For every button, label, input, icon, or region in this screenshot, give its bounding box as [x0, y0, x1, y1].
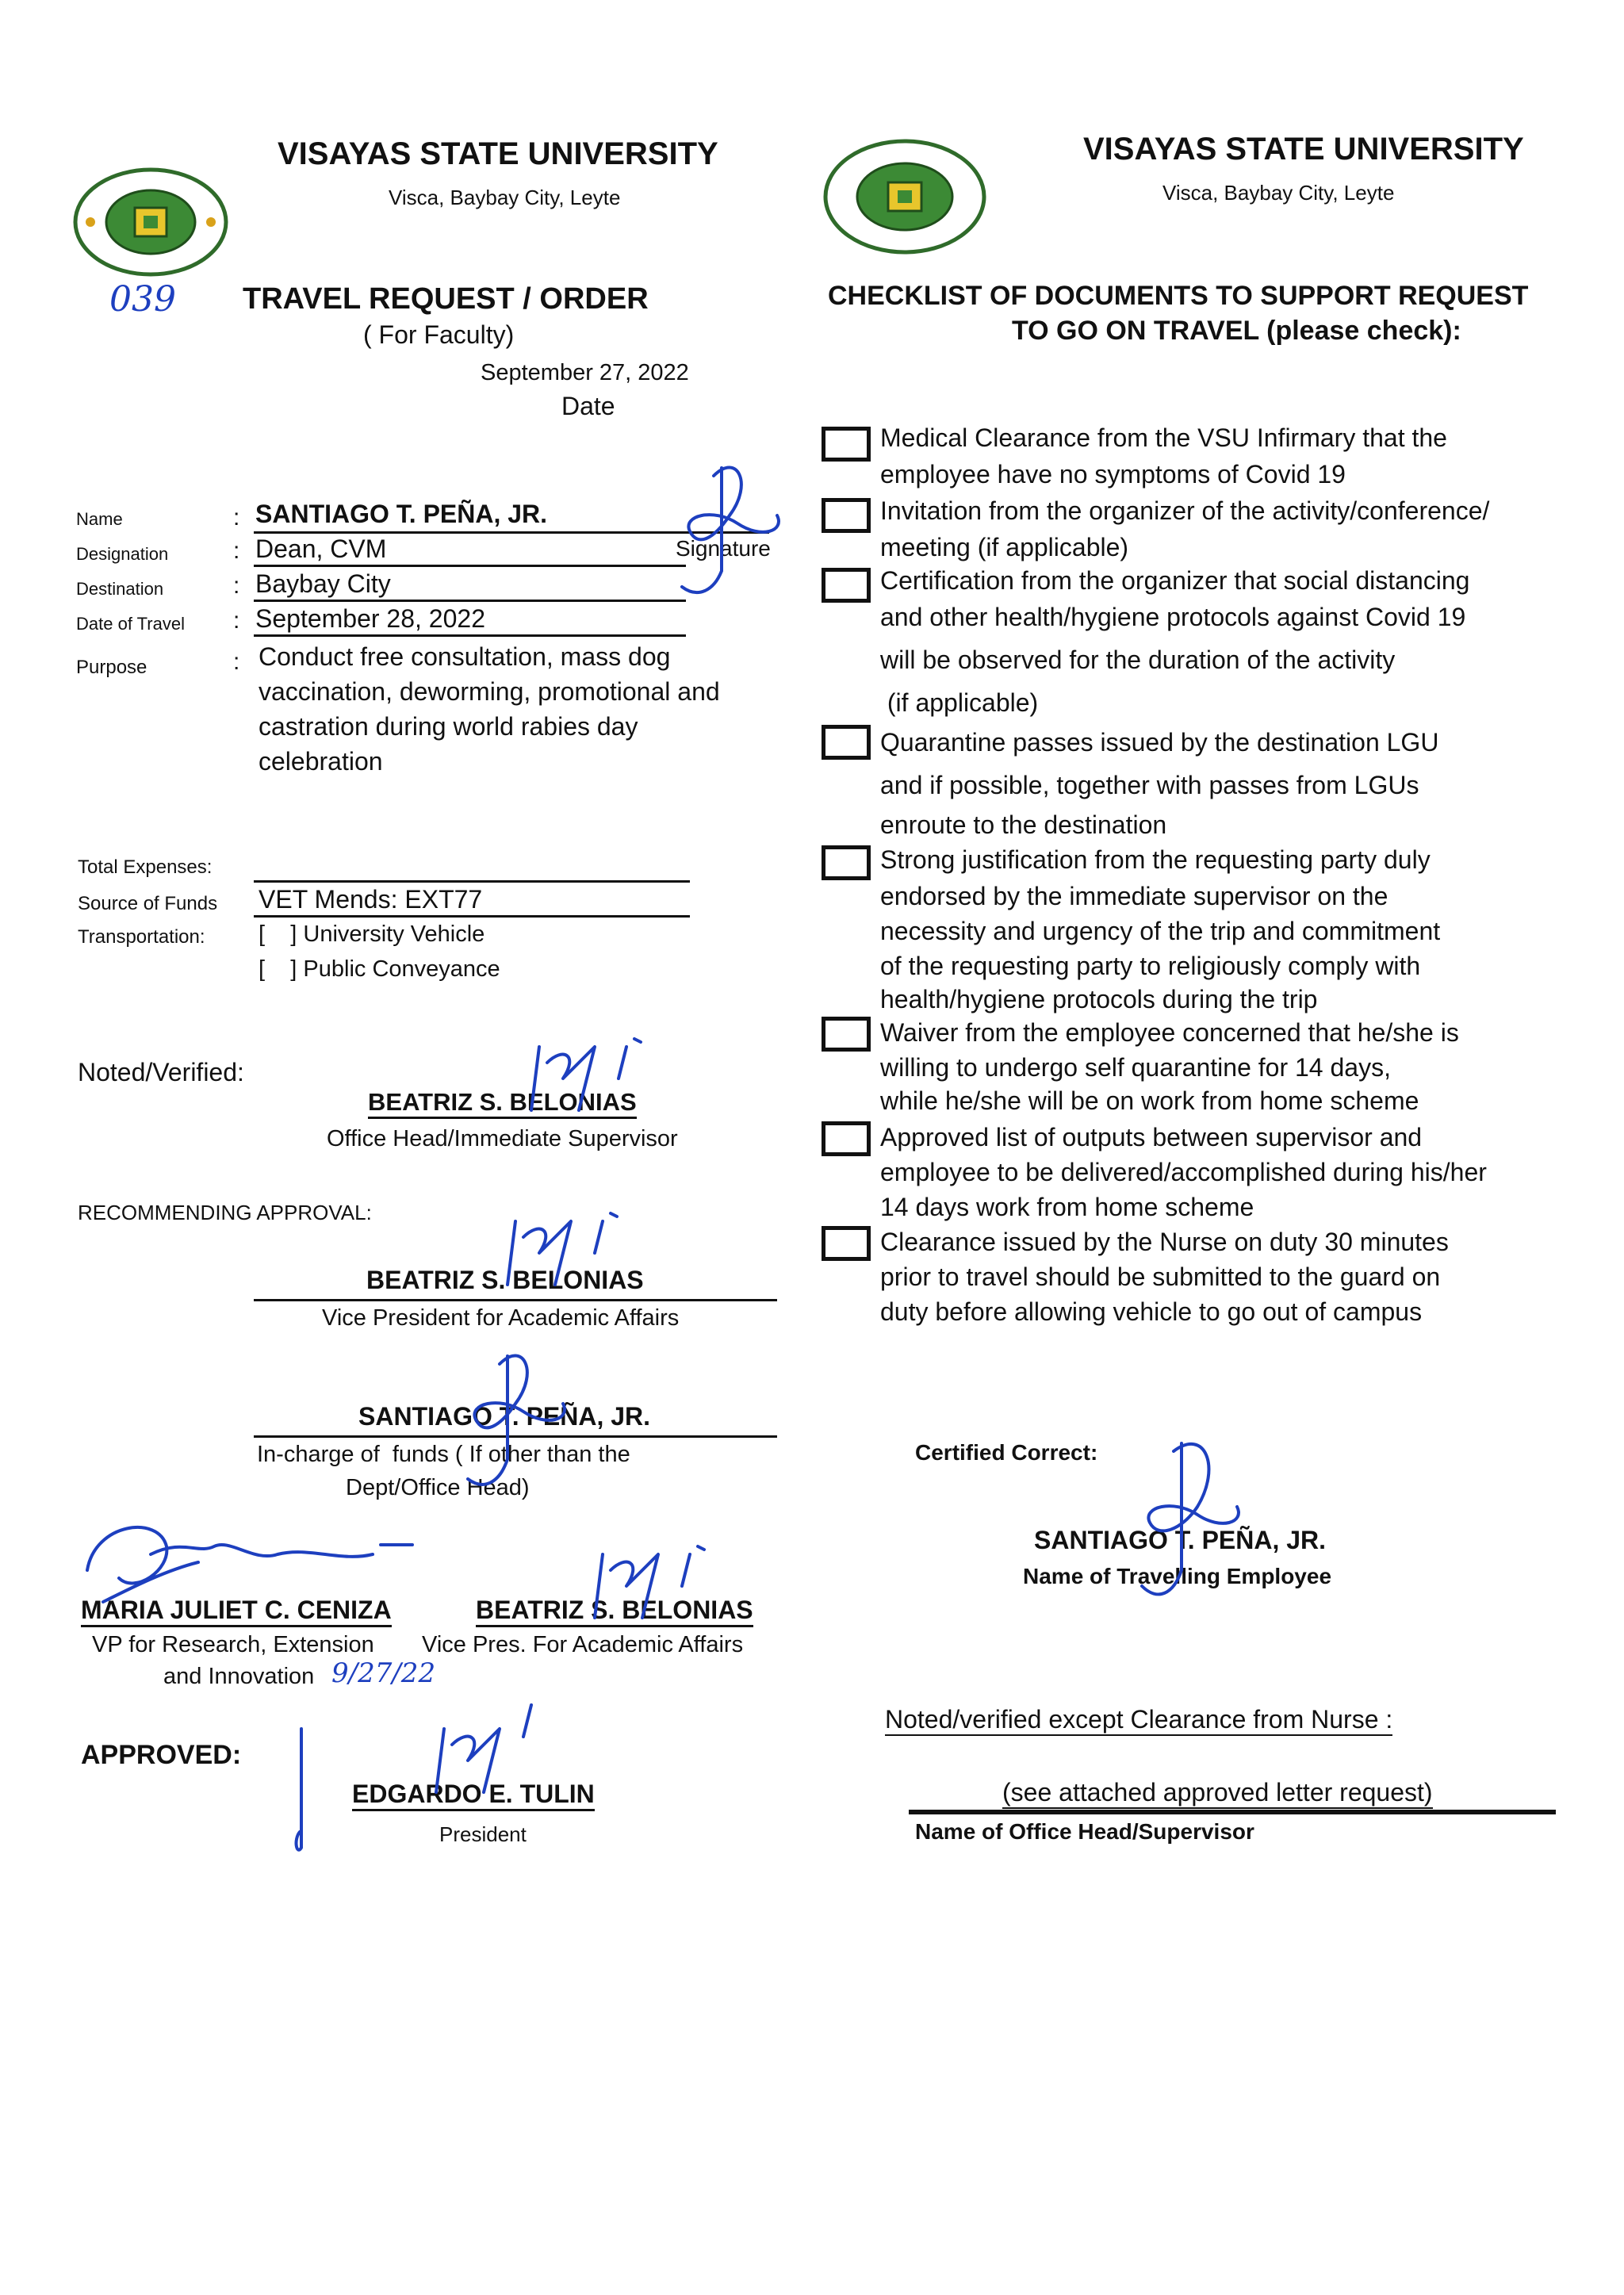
vp-academic-name: BEATRIZ S. BELONIAS [476, 1596, 753, 1627]
checklist-checkbox-nurse-clearance[interactable] [822, 1226, 871, 1261]
checklist-item-nurse-2: prior to travel should be submitted to the guard on [880, 1262, 1441, 1291]
recommending-signatory-name: BEATRIZ S. BELONIAS [366, 1266, 644, 1294]
checklist-item-invitation-1: Invitation from the organizer of the activity/conference/ [880, 496, 1490, 525]
name-value: SANTIAGO T. PEÑA, JR. [255, 500, 548, 528]
checklist-item-invitation-2: meeting (if applicable) [880, 533, 1129, 561]
see-attached-letter: (see attached approved letter request) [1002, 1778, 1433, 1809]
name-label: Name [76, 509, 123, 529]
checklist-item-outputs-2: employee to be delivered/accomplished during his/her [880, 1158, 1487, 1186]
vp-research-title-2: and Innovation [163, 1664, 315, 1689]
university-address-right: Visca, Baybay City, Leyte [1162, 181, 1395, 205]
funds-signatory-name: SANTIAGO T. PEÑA, JR. [358, 1402, 651, 1431]
date-of-travel-label: Date of Travel [76, 614, 185, 634]
recommending-line [254, 1299, 777, 1301]
checklist-item-waiver-1: Waiver from the employee concerned that he/she is [880, 1018, 1459, 1047]
checklist-checkbox-medical[interactable] [822, 427, 871, 462]
university-seal-left [71, 167, 230, 278]
recommending-approval-label: RECOMMENDING APPROVAL: [78, 1201, 372, 1224]
checklist-item-certification-3: will be observed for the duration of the activity [880, 646, 1396, 674]
approved-label: APPROVED: [81, 1740, 242, 1770]
checklist-item-certification-4: (if applicable) [880, 688, 1039, 717]
university-name-left: VISAYAS STATE UNIVERSITY [278, 136, 718, 171]
name-colon: : [233, 504, 240, 531]
checklist-item-medical-1: Medical Clearance from the VSU Infirmary that the [880, 423, 1447, 452]
purpose-line-4: celebration [259, 747, 383, 776]
transport-option-university-vehicle[interactable]: [ ] University Vehicle [259, 921, 485, 947]
destination-line [254, 600, 686, 602]
certified-employee-title: Name of Travelling Employee [1023, 1564, 1332, 1588]
checklist-item-outputs-1: Approved list of outputs between supervisor and [880, 1123, 1423, 1151]
total-expenses-label: Total Expenses: [78, 856, 213, 878]
president-name: EDGARDO E. TULIN [352, 1780, 595, 1811]
request-date-label: Date [561, 392, 615, 420]
destination-label: Destination [76, 579, 164, 599]
checklist-item-waiver-3: while he/she will be on work from home scheme [880, 1086, 1419, 1115]
certified-employee-name: SANTIAGO T. PEÑA, JR. [1034, 1526, 1327, 1554]
noted-except-nurse: Noted/verified except Clearance from Nurse : [885, 1705, 1392, 1736]
university-name-right: VISAYAS STATE UNIVERSITY [1083, 132, 1524, 167]
noted-verified-label: Noted/Verified: [78, 1058, 244, 1086]
vp-research-signature [71, 1507, 452, 1618]
checklist-checkbox-outputs[interactable] [822, 1121, 871, 1156]
president-signature [412, 1697, 571, 1800]
funds-signatory-title-2: Dept/Office Head) [346, 1475, 530, 1500]
vp-research-name: MARIA JULIET C. CENIZA [81, 1596, 392, 1627]
checklist-item-quarantine-2: and if possible, together with passes from LGUs [880, 771, 1419, 799]
checklist-item-justification-4: of the requesting party to religiously comply with [880, 952, 1421, 980]
checklist-checkbox-certification[interactable] [822, 568, 871, 603]
destination-colon: : [233, 573, 240, 599]
checklist-item-medical-2: employee have no symptoms of Covid 19 [880, 460, 1346, 489]
vp-academic-title: Vice Pres. For Academic Affairs [422, 1632, 744, 1657]
destination-value: Baybay City [255, 569, 391, 598]
noted-signatory-title: Office Head/Immediate Supervisor [327, 1126, 678, 1151]
control-number: 039 [109, 279, 176, 320]
transport-option-public-conveyance[interactable]: [ ] Public Conveyance [259, 956, 500, 982]
president-title: President [439, 1822, 527, 1846]
purpose-line-3: castration during world rabies day [259, 712, 638, 741]
request-date: September 27, 2022 [481, 360, 689, 385]
purpose-colon: : [233, 649, 240, 675]
checklist-checkbox-justification[interactable] [822, 845, 871, 880]
checklist-item-quarantine-3: enroute to the destination [880, 810, 1167, 839]
vp-academic-signature [571, 1538, 730, 1626]
certified-signature [1110, 1427, 1269, 1626]
checklist-checkbox-invitation[interactable] [822, 498, 871, 533]
noted-signatory-name: BEATRIZ S. BELONIAS [368, 1088, 637, 1119]
purpose-label: Purpose [76, 657, 147, 678]
recommending-signatory-title: Vice President for Academic Affairs [322, 1305, 680, 1331]
university-address-left: Visca, Baybay City, Leyte [389, 186, 621, 209]
transportation-label: Transportation: [78, 926, 205, 948]
funds-signatory-title-1: In-charge of funds ( If other than the [257, 1442, 630, 1467]
date-of-travel-line [254, 634, 686, 637]
checklist-item-certification-1: Certification from the organizer that social distancing [880, 566, 1470, 595]
checklist-checkbox-waiver[interactable] [822, 1017, 871, 1052]
checklist-item-justification-2: endorsed by the immediate supervisor on the [880, 882, 1388, 910]
checklist-checkbox-quarantine[interactable] [822, 725, 871, 760]
checklist-item-justification-1: Strong justification from the requesting party duly [880, 845, 1431, 874]
source-of-funds-label: Source of Funds [78, 893, 218, 914]
checklist-item-quarantine-1: Quarantine passes issued by the destination LGU [880, 728, 1439, 757]
funds-signature [444, 1340, 579, 1507]
checklist-item-waiver-2: willing to undergo self quarantine for 14 days, [880, 1053, 1391, 1082]
applicant-signature [666, 452, 793, 611]
form-title: TRAVEL REQUEST / ORDER [243, 282, 649, 316]
checklist-item-justification-3: necessity and urgency of the trip and commitment [880, 917, 1441, 945]
designation-label: Designation [76, 544, 169, 564]
certified-correct-label: Certified Correct: [915, 1440, 1098, 1465]
date-of-travel-value: September 28, 2022 [255, 604, 485, 633]
noted-signature [508, 1031, 666, 1118]
university-seal-right [822, 138, 988, 255]
checklist-item-justification-5: health/hygiene protocols during the trip [880, 985, 1318, 1013]
source-of-funds-line [254, 915, 690, 918]
vp-research-title-1: VP for Research, Extension [92, 1632, 374, 1657]
designation-colon: : [233, 538, 240, 564]
signature-label: Signature [676, 536, 771, 561]
date-of-travel-colon: : [233, 607, 240, 634]
checklist-item-nurse-1: Clearance issued by the Nurse on duty 30 minutes [880, 1228, 1449, 1256]
checklist-item-outputs-3: 14 days work from home scheme [880, 1193, 1254, 1221]
office-head-label: Name of Office Head/Supervisor [915, 1819, 1254, 1844]
checklist-item-certification-2: and other health/hygiene protocols against Covid 19 [880, 603, 1466, 631]
recommending-signature [484, 1205, 642, 1293]
approved-initial-mark [285, 1721, 317, 1864]
checklist-title-1: CHECKLIST OF DOCUMENTS TO SUPPORT REQUEST [828, 281, 1529, 311]
vp-research-date: 9/27/22 [331, 1657, 436, 1689]
total-expenses-line [254, 880, 690, 883]
office-head-line [909, 1810, 1556, 1814]
purpose-line-2: vaccination, deworming, promotional and [259, 677, 720, 706]
checklist-item-nurse-3: duty before allowing vehicle to go out of campus [880, 1297, 1423, 1326]
checklist-title-2: TO GO ON TRAVEL (please check): [1012, 316, 1461, 346]
source-of-funds-value: VET Mends: EXT77 [259, 885, 483, 914]
purpose-line-1: Conduct free consultation, mass dog [259, 642, 671, 671]
designation-value: Dean, CVM [255, 534, 387, 563]
designation-line [254, 565, 686, 567]
form-subtitle: ( For Faculty) [363, 320, 515, 349]
